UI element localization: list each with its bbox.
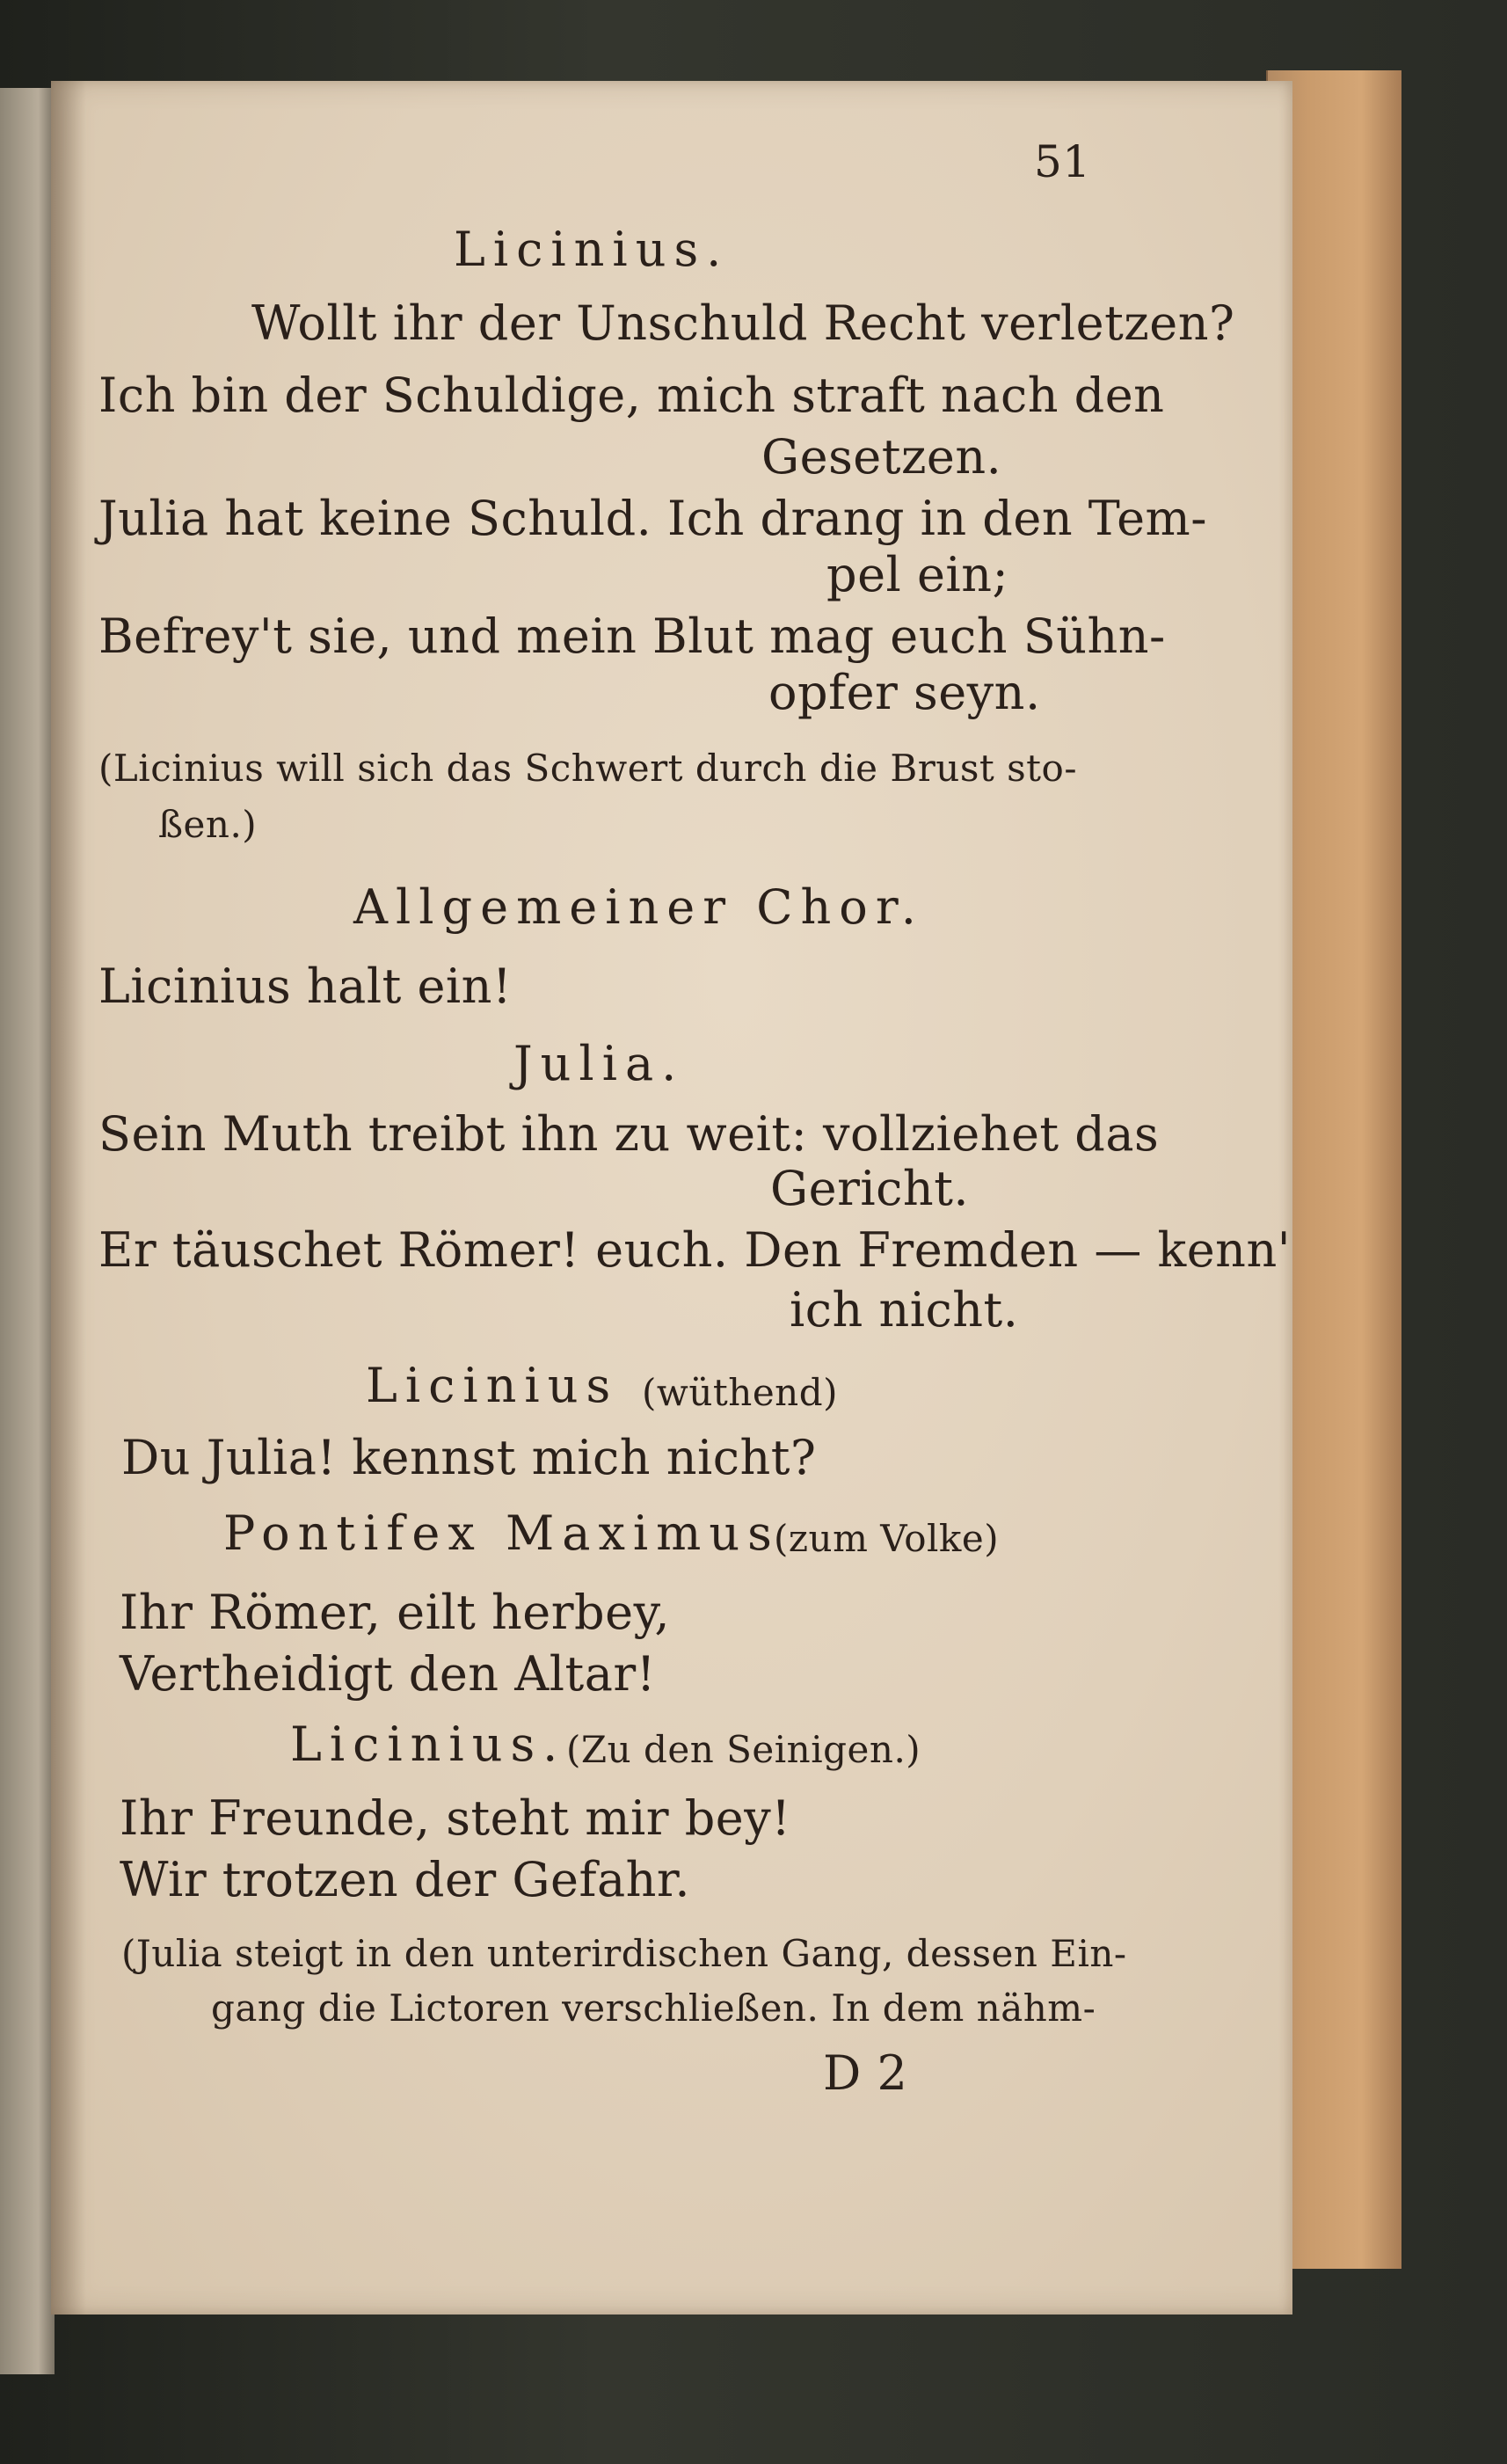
speaker-chor: Allgemeiner Chor.	[353, 879, 924, 935]
verse-line: Er täuschet Römer! euch. Den Fremden — kenn'	[98, 1222, 1292, 1278]
speaker-licinius: Licinius.	[290, 1717, 566, 1772]
speaker-licinius: Licinius.	[454, 222, 730, 277]
speaker-licinius: Licinius	[366, 1358, 619, 1413]
verse-line: Sein Muth treibt ihn zu weit: vollziehet das	[98, 1106, 1160, 1162]
speaker-julia: Julia.	[513, 1036, 685, 1091]
verse-line: Wir trotzen der Gefahr.	[120, 1852, 690, 1907]
verse-line: Wollt ihr der Unschuld Recht verletzen?	[251, 295, 1235, 351]
verse-line: Ich bin der Schuldige, mich straft nach den	[98, 368, 1165, 423]
verse-line: Julia hat keine Schuld. Ich drang in den Tem-	[98, 491, 1207, 546]
verse-line: Befrey't sie, und mein Blut mag euch Sühn-	[98, 609, 1166, 664]
signature-mark: D 2	[823, 2045, 908, 2101]
stage-direction: (Julia steigt in den unterirdischen Gang, dessen Ein-	[121, 1932, 1127, 1975]
speaker-direction: (Zu den Seinigen.)	[566, 1728, 921, 1771]
verse-line: Ihr Römer, eilt herbey,	[120, 1585, 671, 1640]
verse-line: Ihr Freunde, steht mir bey!	[120, 1790, 791, 1846]
stage-direction: (Licinius will sich das Schwert durch die Brust sto-	[98, 747, 1078, 790]
verse-line: Du Julia! kennst mich nicht?	[121, 1430, 817, 1485]
verse-line-continuation: Gesetzen.	[761, 429, 1002, 485]
verse-line: Licinius halt ein!	[98, 959, 513, 1014]
speaker-direction: (wüthend)	[642, 1371, 838, 1414]
speaker-direction: (zum Volke)	[774, 1517, 1000, 1560]
verse-line: Vertheidigt den Altar!	[120, 1646, 656, 1702]
page-number: 51	[1034, 136, 1091, 187]
stage-direction-continuation: ßen.)	[158, 803, 258, 846]
verse-line-continuation: Gericht.	[770, 1161, 970, 1216]
speaker-pontifex: Pontifex Maximus	[223, 1505, 780, 1561]
verse-line-continuation: opfer seyn.	[768, 665, 1041, 720]
stage-direction-continuation: gang die Lictoren verschließen. In dem nähm-	[211, 1987, 1096, 2030]
verse-line-continuation: pel ein;	[826, 547, 1009, 602]
verse-line-continuation: ich nicht.	[790, 1282, 1019, 1338]
